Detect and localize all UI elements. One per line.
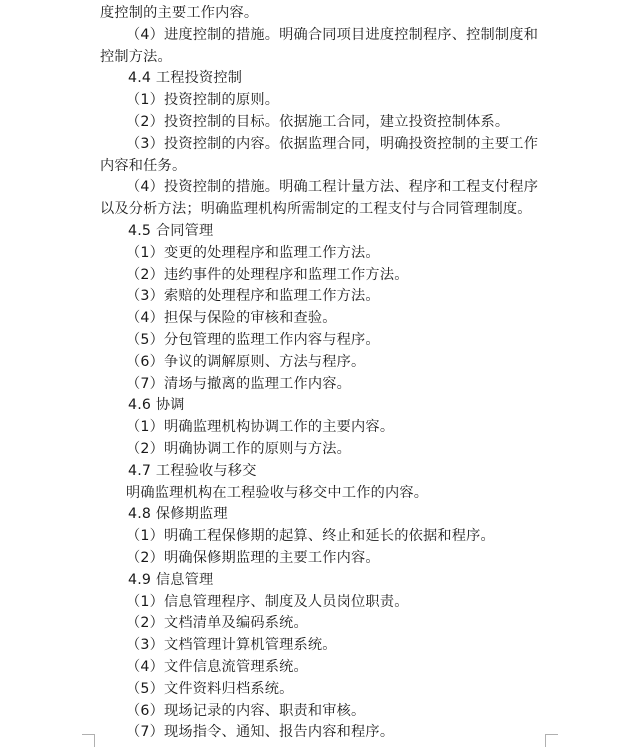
- paragraph-line: （4）进度控制的措施。明确合同项目进度控制程序、控制制度和: [126, 26, 539, 43]
- list-item: （2）文档清单及编码系统。: [126, 615, 308, 632]
- list-item: （2）明确保修期监理的主要工作内容。: [126, 549, 380, 566]
- list-item: （4）文件信息流管理系统。: [126, 658, 308, 675]
- paragraph-line: 度控制的主要工作内容。: [100, 5, 259, 21]
- list-item: （2）明确协调工作的原则与方法。: [126, 440, 352, 457]
- list-item: （5）分包管理的监理工作内容与程序。: [126, 331, 380, 348]
- list-item: （1）明确监理机构协调工作的主要内容。: [126, 419, 395, 436]
- list-item: （7）现场指令、通知、报告内容和程序。: [126, 724, 395, 741]
- list-item: （1）变更的处理程序和监理工作方法。: [126, 244, 380, 261]
- page-margin-mark-left: [82, 734, 95, 747]
- list-item: （1）明确工程保修期的起算、终止和延长的依据和程序。: [126, 528, 495, 545]
- list-item: （4）担保与保险的审核和查验。: [126, 310, 337, 327]
- list-item: （1）信息管理程序、制度及人员岗位职责。: [126, 593, 409, 610]
- list-item: （7）清场与撤离的监理工作内容。: [126, 375, 352, 392]
- page-margin-mark-right: [545, 734, 558, 747]
- section-heading: 4.5 合同管理: [128, 222, 214, 239]
- list-item: （6）争议的调解原则、方法与程序。: [126, 353, 366, 370]
- list-item: （4）投资控制的措施。明确工程计量方法、程序和工程支付程序: [126, 179, 539, 196]
- list-item: （3）索赔的处理程序和监理工作方法。: [126, 288, 380, 305]
- paragraph-line: 控制方法。: [100, 48, 172, 65]
- section-heading: 4.6 协调: [128, 397, 185, 414]
- list-item: （1）投资控制的原则。: [126, 92, 280, 109]
- paragraph-line: 明确监理机构在工程验收与移交中工作的内容。: [126, 484, 429, 501]
- paragraph-line: 以及分析方法；明确监理机构所需制定的工程支付与合同管理制度。: [100, 201, 532, 218]
- section-heading: 4.9 信息管理: [128, 571, 214, 588]
- list-item: （2）投资控制的目标。依据施工合同，建立投资控制体系。: [126, 113, 510, 130]
- list-item: （6）现场记录的内容、职责和审核。: [126, 702, 366, 719]
- section-heading: 4.8 保修期监理: [128, 506, 228, 523]
- list-item: （3）文档管理计算机管理系统。: [126, 637, 337, 654]
- list-item: （3）投资控制的内容。依据监理合同，明确投资控制的主要工作: [126, 135, 539, 152]
- section-heading: 4.4 工程投资控制: [128, 70, 243, 87]
- paragraph-line: 内容和任务。: [100, 157, 187, 174]
- document-body: [100, 3, 545, 744]
- list-item: （5）文件资料归档系统。: [126, 680, 294, 697]
- list-item: （2）违约事件的处理程序和监理工作方法。: [126, 266, 409, 283]
- section-heading: 4.7 工程验收与移交: [128, 462, 257, 479]
